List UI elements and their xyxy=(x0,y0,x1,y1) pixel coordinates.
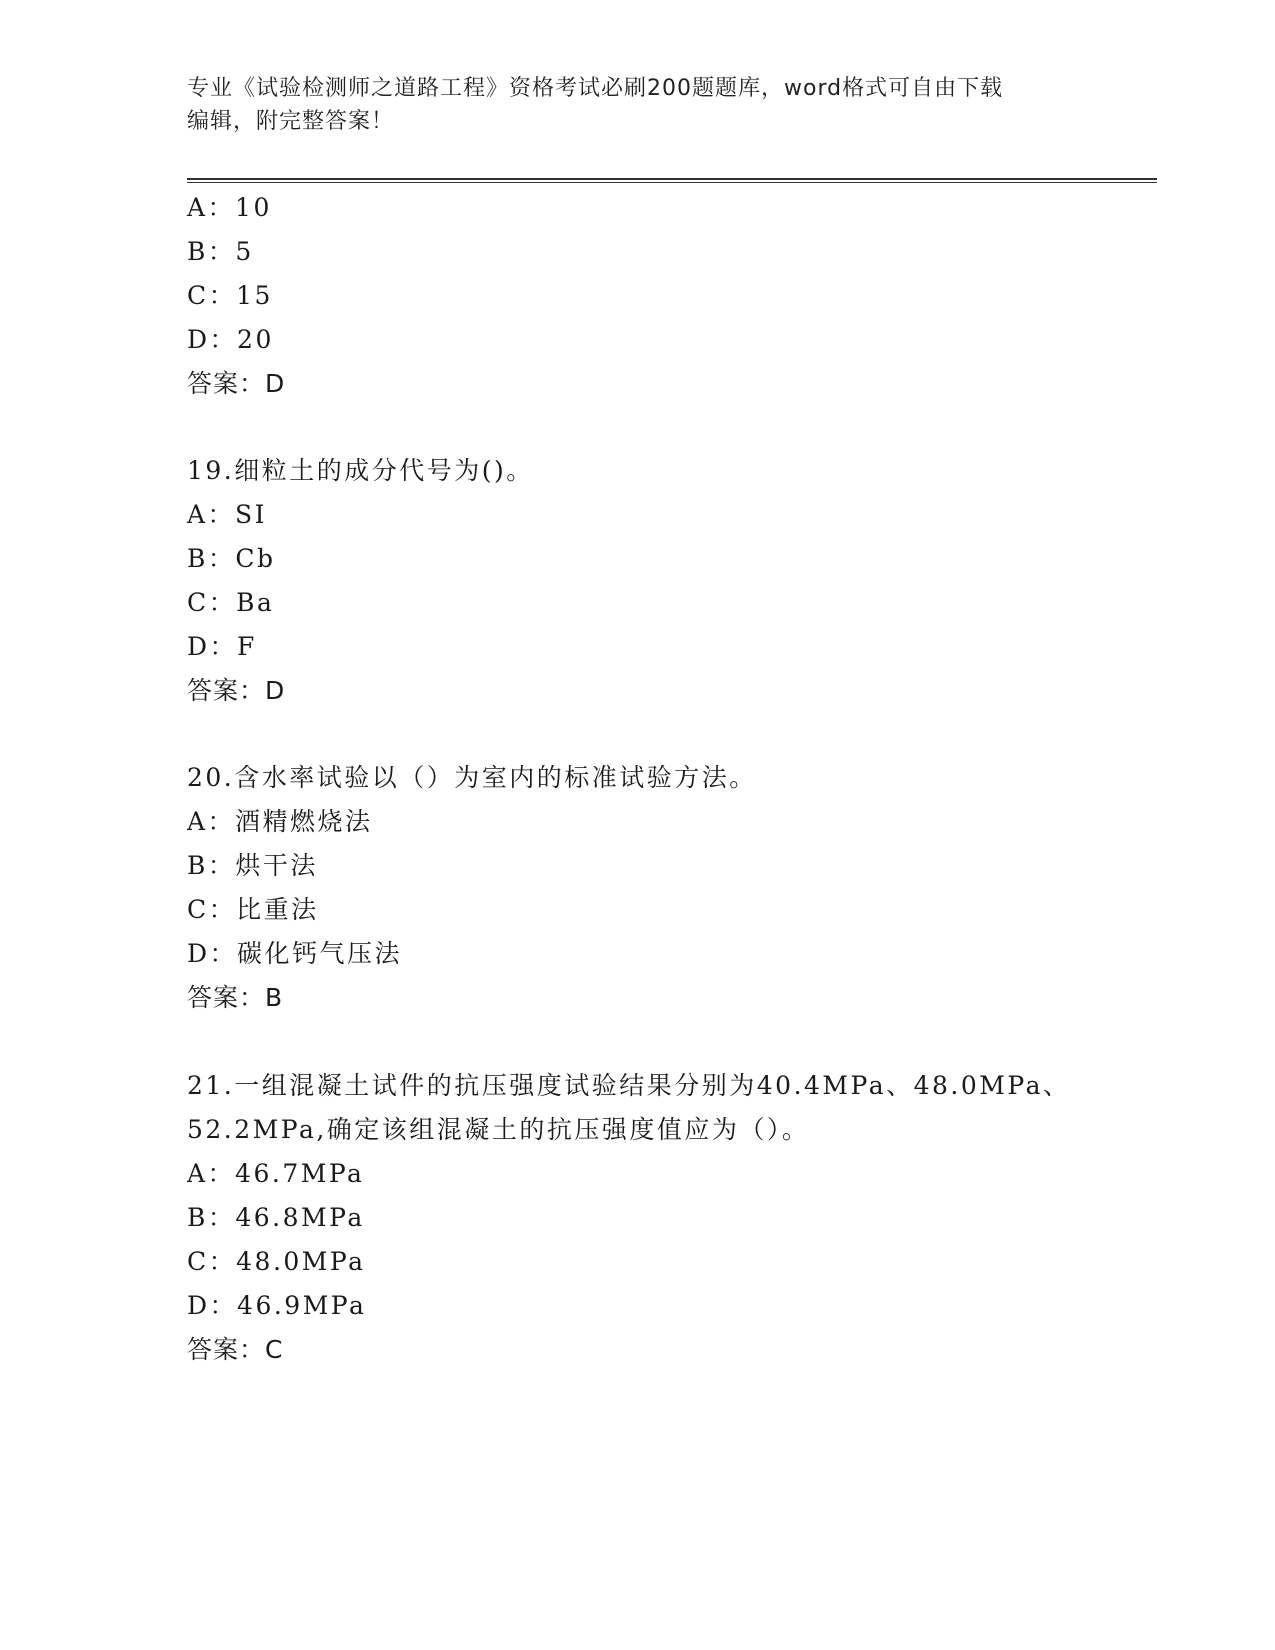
q21-option-c: C：48.0MPa xyxy=(187,1247,366,1276)
q19-option-b: B：Cb xyxy=(187,544,276,573)
q21-stem-line-2: 52.2MPa,确定该组混凝土的抗压强度值应为（）。 xyxy=(187,1115,810,1144)
header-line-1: 专业《试验检测师之道路工程》资格考试必刷200题题库，word格式可自由下载 xyxy=(187,76,1004,101)
q21-option-d: D：46.9MPa xyxy=(187,1291,367,1320)
q18-option-a: A：10 xyxy=(187,193,272,222)
document-header xyxy=(187,72,1087,138)
q19-option-d: D：F xyxy=(187,632,257,661)
q21-stem-line-1: 21.一组混凝土试件的抗压强度试验结果分别为40.4MPa、48.0MPa、 xyxy=(187,1071,1071,1100)
q20-option-d: D：碳化钙气压法 xyxy=(187,939,403,968)
q20-option-a: A：酒精燃烧法 xyxy=(187,807,373,836)
q18-option-c: C：15 xyxy=(187,281,273,310)
q21-answer: 答案：C xyxy=(187,1335,284,1364)
q20-option-b: B：烘干法 xyxy=(187,851,318,880)
q19-option-a: A：SI xyxy=(187,500,268,529)
q20-stem: 20.含水率试验以（）为室内的标准试验方法。 xyxy=(187,763,757,792)
q18-answer: 答案：D xyxy=(187,369,286,398)
q19-option-c: C：Ba xyxy=(187,588,275,617)
q21-option-b: B：46.8MPa xyxy=(187,1203,365,1232)
q20-option-c: C：比重法 xyxy=(187,895,319,924)
header-line-2: 编辑，附完整答案！ xyxy=(187,109,395,134)
q21-option-a: A：46.7MPa xyxy=(187,1159,365,1188)
q20-answer: 答案：B xyxy=(187,983,284,1012)
q19-stem: 19.细粒土的成分代号为()。 xyxy=(187,456,534,485)
q18-option-b: B：5 xyxy=(187,237,254,266)
q18-option-d: D：20 xyxy=(187,325,274,354)
q19-answer: 答案：D xyxy=(187,676,286,705)
header-divider xyxy=(187,178,1157,183)
